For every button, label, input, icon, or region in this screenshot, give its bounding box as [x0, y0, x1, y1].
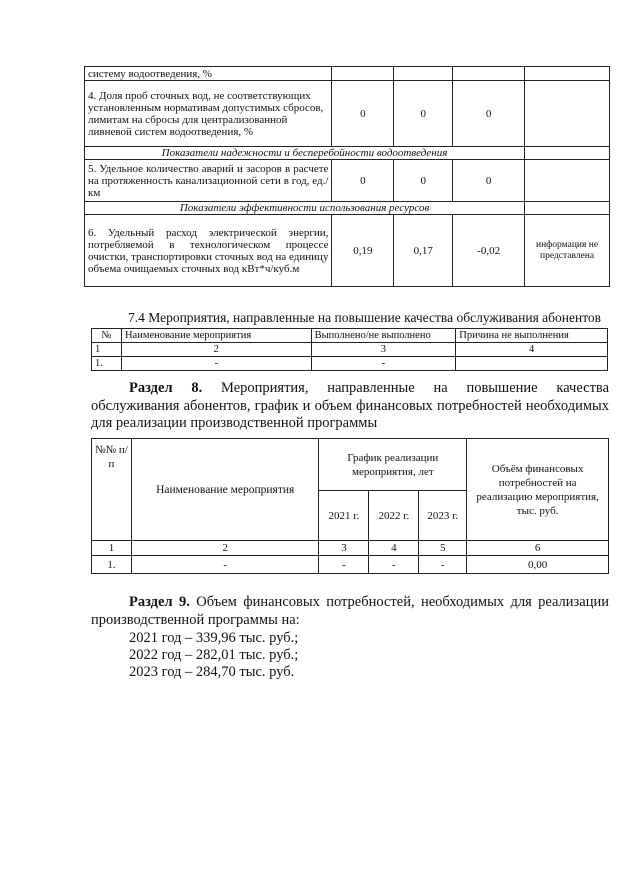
- year-header: 2021 г.: [319, 491, 369, 541]
- value-cell: 0: [332, 160, 394, 202]
- column-number: 3: [311, 343, 456, 357]
- column-header: График реализации мероприятия, лет: [319, 439, 467, 491]
- budget-line-2021: 2021 год – 339,96 тыс. руб.;: [129, 630, 299, 646]
- table-cell: 1.: [92, 357, 122, 371]
- table-cell: -: [131, 556, 319, 574]
- table-cell: -: [121, 357, 311, 371]
- table-row: [92, 357, 608, 371]
- value-cell: 0: [332, 81, 394, 147]
- column-header: №: [92, 329, 122, 343]
- column-number: 3: [319, 541, 369, 556]
- financial-schedule-table: [91, 438, 609, 574]
- indicator-label: 5. Удельное количество аварий и засоров в расчете на протяженность канализационной сети в год, ед./км: [85, 160, 332, 202]
- table-row: [85, 67, 610, 81]
- year-header: 2022 г.: [369, 491, 419, 541]
- section-heading: Показатели надежности и бесперебойности водоотведения: [85, 147, 525, 160]
- table-cell: -: [369, 556, 419, 574]
- section-row: [85, 202, 610, 215]
- budget-line-2023: 2023 год – 284,70 тыс. руб.: [129, 664, 295, 680]
- note-cell: информация не представлена: [525, 215, 610, 287]
- column-number: 1: [92, 541, 132, 556]
- column-header: Выполнено/не выполнено: [311, 329, 456, 343]
- year-header: 2023 г.: [419, 491, 467, 541]
- column-header: Объём финансовых потребностей на реализацию мероприятия, тыс. руб.: [467, 439, 609, 541]
- table-cell: 0,00: [467, 556, 609, 574]
- table-cell: [456, 357, 608, 371]
- section-row: [85, 147, 610, 160]
- section-heading: Показатели эффективности использования ресурсов: [85, 202, 525, 215]
- value-cell: -0,02: [453, 215, 525, 287]
- value-cell: 0: [453, 160, 525, 202]
- table-row: [85, 81, 610, 147]
- column-number: 2: [121, 343, 311, 357]
- column-number: 4: [456, 343, 608, 357]
- measures-table: [91, 328, 608, 371]
- indicator-label: 4. Доля проб сточных вод, не соответствующих установленным нормативам допустимых сбросов, лимитам на сбросы для централизованной ливневой систем водоотведения, %: [85, 81, 332, 147]
- table-cell: 1.: [92, 556, 132, 574]
- table-cell: -: [319, 556, 369, 574]
- table-row: [85, 160, 610, 202]
- table-cell: -: [419, 556, 467, 574]
- value-cell: 0,17: [394, 215, 453, 287]
- column-header: Наименование мероприятия: [131, 439, 319, 541]
- column-number: 5: [419, 541, 467, 556]
- table-header-row: [92, 329, 608, 343]
- section-8-title: Раздел 8. Мероприятия, направленные на повышение качества обслуживания абонентов, график и объем финансовых потребностей необходимых для реализации производственной программы: [91, 380, 610, 431]
- column-header: Причина не выполнения: [456, 329, 608, 343]
- indicator-label: систему водоотведения, %: [85, 67, 332, 81]
- table-row: [92, 541, 609, 556]
- value-cell: 0: [394, 160, 453, 202]
- budget-line-2022: 2022 год – 282,01 тыс. руб.;: [129, 647, 299, 663]
- value-cell: 0: [394, 81, 453, 147]
- column-number: 2: [131, 541, 319, 556]
- column-header: Наименование мероприятия: [121, 329, 311, 343]
- column-number: 1: [92, 343, 122, 357]
- table-row: [85, 215, 610, 287]
- column-number: 4: [369, 541, 419, 556]
- section-7-4-title: 7.4 Мероприятия, направленные на повышение качества обслуживания абонентов: [128, 310, 602, 325]
- section-9-title: Раздел 9. Объем финансовых потребностей, необходимых для реализации производственной программы на:: [91, 594, 609, 628]
- column-header: №№ п/п: [92, 439, 132, 541]
- value-cell: 0,19: [332, 215, 394, 287]
- column-number: 6: [467, 541, 609, 556]
- indicator-label: 6. Удельный расход электрической энергии, потребляемой в технологическом процессе очистки, транспортировки сточных вод на единицу объема очищаемых сточных вод кВт*ч/куб.м: [85, 215, 332, 287]
- value-cell: 0: [453, 81, 525, 147]
- indicators-table: [84, 66, 610, 287]
- table-cell: -: [311, 357, 456, 371]
- table-row: [92, 343, 608, 357]
- table-row: [92, 556, 609, 574]
